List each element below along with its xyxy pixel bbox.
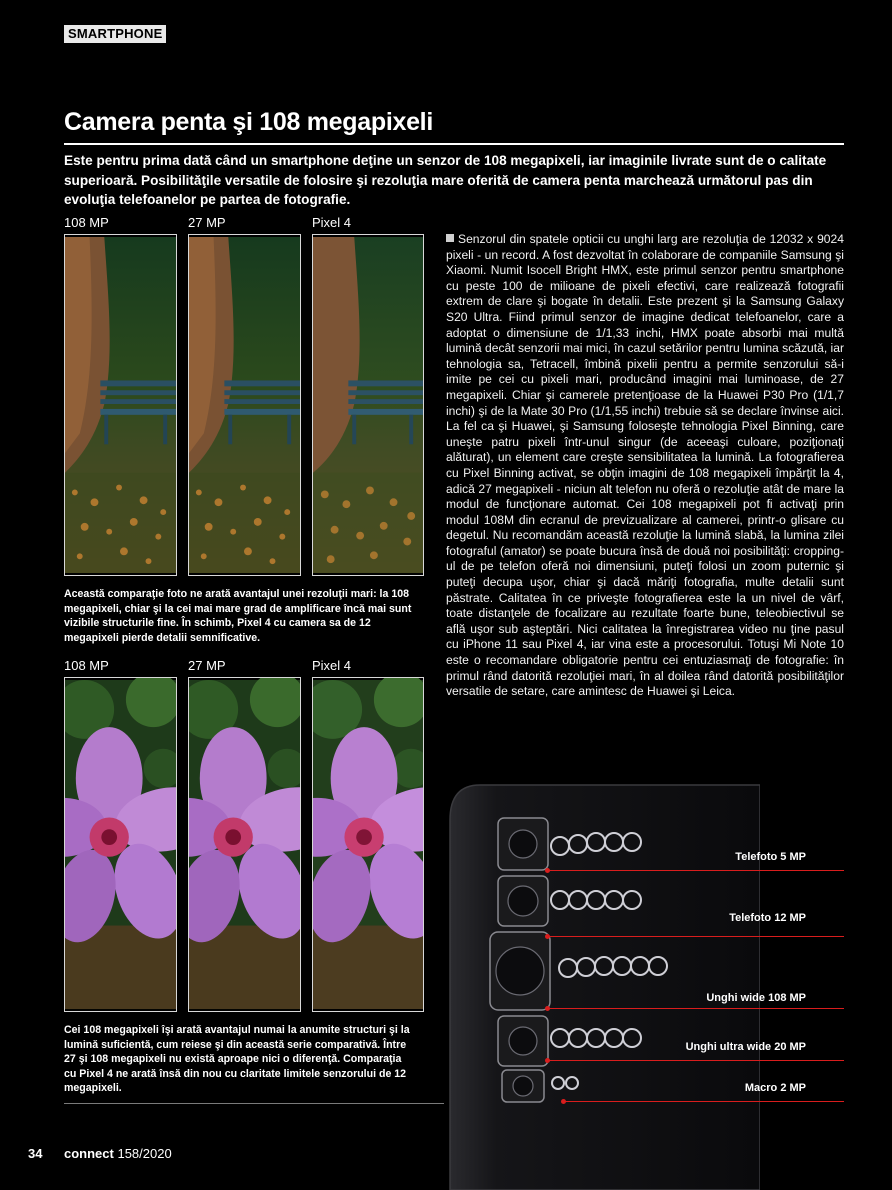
label-unghi-ultra-wide-20mp: Unghi ultra wide 20 MP	[685, 1041, 806, 1053]
article-lead: Este pentru prima dată când un smartphone deţine un senzor de 108 megapixeli, iar imaginile livrate sunt de o calitate superioară. Posibilităţile versatile de folosire şi rezoluţia mare oferită de camera penta marchează următorul pas din evoluţia telefoanelor pe partea de fotografie.	[64, 153, 827, 207]
article-body	[446, 232, 844, 700]
article-title: Camera penta şi 108 megapixeli	[64, 108, 433, 136]
footer-magazine	[64, 1146, 172, 1161]
comparison1-caption: Această comparaţie foto ne arată avantajul unei rezoluţii mari: la 108 megapixeli, chiar şi la cei mai mare grad de amplificare încă mai sunt vizibile structurile fine. În schimb, Pixel 4 cu camera sa de 12 megapixeli pierde detalii semnificative.	[64, 588, 412, 644]
phone-camera-module-image	[440, 780, 760, 1190]
label-telefoto-5mp: Telefoto 5 MP	[735, 851, 806, 863]
callout-line-ultra-wide-20	[548, 1060, 844, 1061]
label-telefoto-12mp: Telefoto 12 MP	[729, 912, 806, 924]
section-tag: SMARTPHONE	[64, 25, 166, 43]
flower-photo-pixel4	[312, 677, 424, 1012]
flower-photo-27mp	[188, 677, 301, 1012]
title-rule	[64, 143, 844, 145]
comparison1-label-pixel4: Pixel 4	[312, 215, 352, 230]
bottom-rule	[64, 1103, 444, 1104]
issue-number: 158/2020	[117, 1146, 172, 1161]
label-macro-2mp: Macro 2 MP	[744, 1082, 806, 1094]
callout-line-macro-2	[564, 1101, 844, 1102]
comparison2-label-pixel4: Pixel 4	[312, 658, 352, 673]
label-unghi-wide-108mp: Unghi wide 108 MP	[706, 992, 806, 1004]
comparison1-label-27mp: 27 MP	[188, 215, 226, 230]
bullet-square-icon	[446, 234, 454, 242]
callout-line-telefoto-5	[548, 870, 844, 871]
bench-photo-pixel4	[312, 234, 424, 576]
magazine-name: connect	[64, 1146, 114, 1161]
bench-photo-27mp	[188, 234, 301, 576]
comparison2-caption: Cei 108 megapixeli îşi arată avantajul numai la anumite structuri şi la lumină suficientă, cum reiese şi din această serie comparativă. Între 27 şi 108 megapixeli nu există aproape nici o diferenţă. Comparaţia cu Pixel 4 ne arată însă din nou cu claritate limitele senzorului de 12 megapixeli.	[64, 1024, 410, 1094]
comparison2-label-108mp: 108 MP	[64, 658, 109, 673]
article-body-text: Senzorul din spatele opticii cu unghi larg are rezoluţia de 12032 x 9024 pixeli - un record. A fost dezvoltat în colaborare de companiile Samsung şi Xiaomi. Numit Isocell Bright HMX, este primul senzor pentru smartphone cu peste 100 de milioane de pixeli efectivi, care realizează fotografii extrem de clare şi bogate în detalii. Este prezent şi la Samsung Galaxy S20 Ultra. Fiind primul senzor de imagine dedicat telefoanelor, care a adoptat o dimensiune de 1/1,33 inchi, HMX poate absorbi mai multă lumină decât senzorii mai mici, în cazul setărilor pentru lumina scăzută, iar tehnologia sa, Tetracell, îmbină pixelii pentru a permite senzorului să-i imite pe cei cu pixeli mari, producând imagini mai luminoase, de 27 megapixeli. Chiar şi camerele pretenţioase de la Huawei P30 Pro (1/1,7 inchi) şi de la Mate 30 Pro (1/1,55 inchi) trebuie să se declare învinse aici. La fel ca şi Huawei, şi Samsung foloseşte tehnologia Pixel Binning, care uneşte patru pixeli într-unul singur (de aceeaşi culoare, poziţionaţi alăturat), un element care creşte sensibilitatea la lumină. La fotografierea cu Pixel Binning activat, se obţin imagini de 108 megapixeli împărţit la 4, adică 27 megapixeli - niciun alt telefon nu oferă o rezoluţie atât de mare la modul de funcţionare automat. Cei 108 megapixeli pot fi activaţi prin modul 108M din ecranul de previzualizare al camerei, printr-o glisare cu degetul. Nu recomandăm această rezoluţie la lumină slabă, la lumina zilei fotograful (amator) se poate bucura însă de două noi posibilităţi: cropping-ul de pe telefon oferă noi dimensiuni, puteţi folosi un zoom puternic şi puteţi decupa uşor, chiar şi dacă măriţi fotografia, multe detalii sunt păstrate. Calitatea în ce priveşte fotografierea este la un nivel de vârf, toate distanţele de focalizare au rezultate foarte bune, teleobiectivul se află uşor sub aşteptări. Nici calitatea la înregistrarea video nu ţine pasul cu iPhone 11 sau Pixel 4, iar vina este a procesorului. Totuşi Mi Note 10 este o recomandare obligatorie pentru cei entuziasmaţi de fotografie: în primul rând datorită rezoluţiei mari, în al doilea rând datorită posibilităţilor versatile de setare, care amintesc de Huawei şi Leica.	[446, 232, 844, 699]
callout-line-telefoto-12	[548, 936, 844, 937]
flower-photo-108mp	[64, 677, 177, 1012]
bench-photo-108mp	[64, 234, 177, 576]
callout-line-wide-108	[548, 1008, 844, 1009]
comparison1-label-108mp: 108 MP	[64, 215, 109, 230]
page-number: 34	[28, 1146, 43, 1161]
comparison2-label-27mp: 27 MP	[188, 658, 226, 673]
